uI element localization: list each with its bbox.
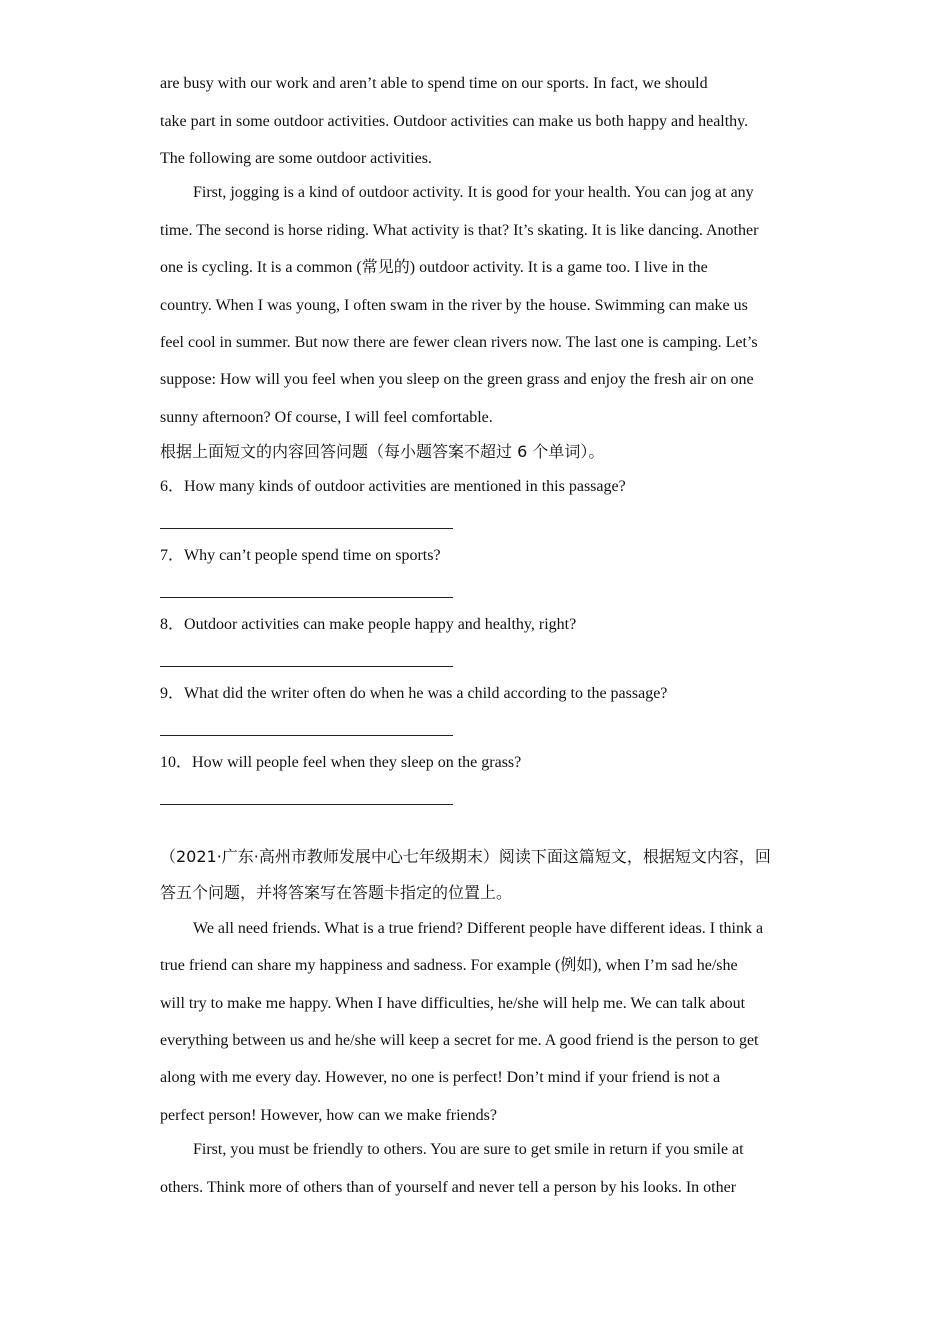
passage-line: along with me every day. However, no one is perfect! Don’t mind if your friend is not a [160, 1069, 721, 1086]
passage-line: perfect person! However, how can we make friends? [160, 1107, 497, 1124]
answer-blank-6[interactable] [160, 528, 453, 529]
question-text: How will people feel when they sleep on the grass? [192, 754, 522, 771]
passage-line: time. The second is horse riding. What activity is that? It’s skating. It is like dancing. Another [160, 222, 759, 239]
question-number: 9． [160, 685, 185, 702]
question-9 [160, 684, 667, 704]
passage-line: one is cycling. It is a common (常见的) outdoor activity. It is a game too. I live in the [160, 259, 708, 276]
passage-line: country. When I was young, I often swam in the river by the house. Swimming can make us [160, 297, 748, 314]
answer-blank-8[interactable] [160, 666, 453, 667]
question-8 [160, 615, 576, 635]
instruction: （2021·广东·高州市教师发展中心七年级期末）阅读下面这篇短文，根据短文内容，回 [160, 847, 771, 866]
passage-line: will try to make me happy. When I have difficulties, he/she will help me. We can talk about [160, 995, 746, 1012]
answer-blank-7[interactable] [160, 597, 453, 598]
question-10 [160, 753, 521, 773]
passage-line: sunny afternoon? Of course, I will feel comfortable. [160, 409, 493, 426]
passage-line: others. Think more of others than of yourself and never tell a person by his looks. In other [160, 1179, 737, 1196]
passage-line: First, you must be friendly to others. You are sure to get smile in return if you smile at [193, 1141, 744, 1158]
passage-line: are busy with our work and aren’t able to spend time on our sports. In fact, we should [160, 75, 708, 92]
passage-line: take part in some outdoor activities. Outdoor activities can make us both happy and healthy. [160, 113, 749, 130]
question-7 [160, 546, 441, 566]
instruction: 根据上面短文的内容回答问题（每小题答案不超过 6 个单词）。 [160, 442, 605, 461]
question-text: How many kinds of outdoor activities are mentioned in this passage? [184, 478, 626, 495]
passage-line: The following are some outdoor activities. [160, 150, 432, 167]
passage-line: We all need friends. What is a true friend? Different people have different ideas. I think a [193, 920, 764, 937]
answer-blank-9[interactable] [160, 735, 453, 736]
question-number: 7． [160, 547, 185, 564]
passage-line: everything between us and he/she will keep a secret for me. A good friend is the person to get [160, 1032, 759, 1049]
question-number: 8． [160, 616, 185, 633]
question-6 [160, 477, 626, 497]
passage-line: suppose: How will you feel when you sleep on the green grass and enjoy the fresh air on one [160, 371, 754, 388]
question-number: 6． [160, 478, 185, 495]
instruction: 答五个问题，并将答案写在答题卡指定的位置上。 [160, 883, 513, 902]
question-number: 10． [160, 754, 193, 771]
question-text: Outdoor activities can make people happy and healthy, right? [184, 616, 577, 633]
passage-line: feel cool in summer. But now there are fewer clean rivers now. The last one is camping. Let’s [160, 334, 758, 351]
answer-blank-10[interactable] [160, 804, 453, 805]
passage-line: First, jogging is a kind of outdoor activity. It is good for your health. You can jog at any [193, 184, 754, 201]
question-text: What did the writer often do when he was a child according to the passage? [184, 685, 668, 702]
question-text: Why can’t people spend time on sports? [184, 547, 441, 564]
passage-line: true friend can share my happiness and sadness. For example (例如), when I’m sad he/she [160, 957, 738, 974]
